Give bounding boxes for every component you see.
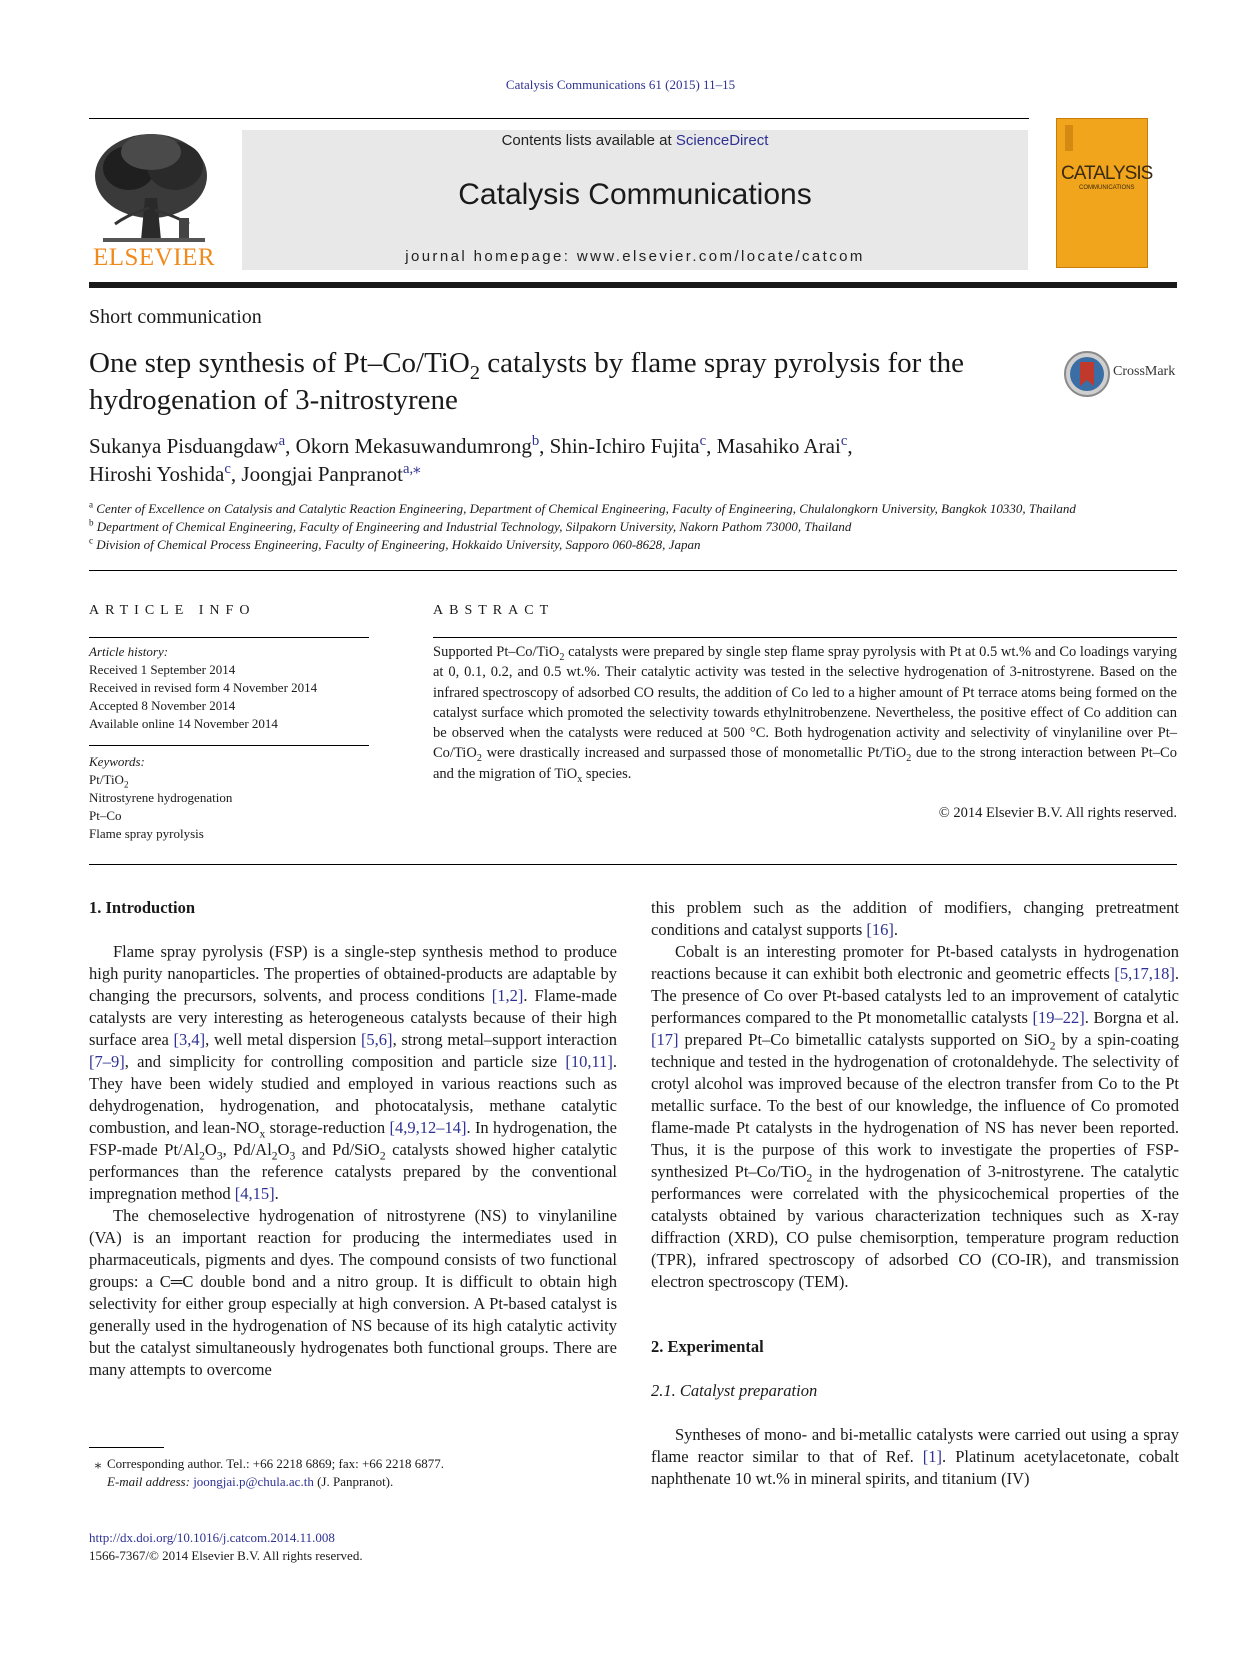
history-label: Article history: — [89, 644, 169, 659]
footnote-divider — [89, 1447, 164, 1448]
contents-line — [242, 132, 1028, 149]
title-text-1: One step synthesis of Pt–Co/TiO — [89, 347, 470, 379]
author[interactable]: Joongjai Panpranot$^{a,⁎}$ — [241, 461, 421, 486]
citation-link[interactable]: [4,9,12–14] — [389, 1118, 467, 1137]
affiliations — [89, 500, 1177, 554]
journal-reference[interactable]: Catalysis Communications 61 (2015) 11–15 — [505, 77, 736, 92]
paragraph: Syntheses of mono- and bi-metallic catalysts were carried out using a spray flame reactor similar to that of Ref. [1]. Platinum acetylacetonate, cobalt naphthenate 10 wt.% in mineral spirits, and titanium (IV) — [651, 1425, 1179, 1488]
issn-copyright: 1566-7367/© 2014 Elsevier B.V. All rights reserved. — [89, 1548, 363, 1563]
citation-link[interactable]: [16] — [866, 920, 894, 939]
header-divider — [89, 118, 1029, 119]
citation-link[interactable]: [17] — [651, 1030, 679, 1049]
abstract-copyright: © 2014 Elsevier B.V. All rights reserved. — [938, 805, 1177, 821]
author[interactable]: Okorn Mekasuwandumrong$^b$, — [295, 433, 550, 458]
author-affiliation-mark[interactable]: b — [531, 433, 540, 449]
affiliation-item: $^b$ Department of Chemical Engineering, Faculty of Engineering and Industrial Technology, Silpakorn University, Nakorn Pathom 73000, Thailand — [89, 517, 852, 534]
journal-title: Catalysis Communications — [458, 178, 812, 211]
author-affiliation-mark[interactable]: a — [278, 433, 286, 449]
section-heading-experimental: 2. Experimental — [651, 1337, 764, 1356]
header-thick-divider — [89, 282, 1177, 288]
journal-homepage[interactable]: journal homepage: www.elsevier.com/locate/catcom — [405, 248, 865, 265]
article-title — [89, 345, 1029, 419]
cover-title: CATALYSIS — [1061, 163, 1153, 184]
online-date: Available online 14 November 2014 — [89, 716, 278, 731]
body-column-left — [89, 941, 617, 1381]
crossmark-icon — [1063, 350, 1111, 398]
article-info-divider — [89, 637, 369, 638]
author-affiliation-mark[interactable]: c — [699, 433, 707, 449]
author[interactable]: Hiroshi Yoshida$^c$, — [89, 461, 242, 486]
sciencedirect-link[interactable]: ScienceDirect — [675, 132, 769, 149]
abstract-divider — [433, 637, 1177, 638]
paragraph: Flame spray pyrolysis (FSP) is a single-step synthesis method to produce high purity nanoparticles. The properties of obtained-products are adaptable by changing the precursors, solvents, and process conditions [1,2]. Flame-made catalysts are very interesting as heterogeneous catalysts because of their high surface area [3,4], well metal dispersion [5,6], strong metal–support interaction [7–9], and simplicity for controlling composition and particle size [10,11]. They have been widely studied and employed in various reactions such as dehydrogenation, hydrogenation, and photocatalysis, methane catalytic combustion, and lean-$NO_x$ storage-reduction [4,9,12–14]. In hydrogenation, the FSP-made $Pt/Al_2O_3$, $Pd/Al_2O_3$ and Pd/SiO$_2$ catalysts showed higher catalytic performances than the reference catalysts prepared by the conventional impregnation method [4,15]. — [89, 942, 618, 1203]
revised-date: Received in revised form 4 November 2014 — [89, 680, 318, 695]
body-column-right — [651, 897, 1179, 1293]
citation-link[interactable]: [1,2] — [491, 986, 524, 1005]
affiliation-divider — [89, 570, 1177, 571]
body-divider — [89, 864, 1177, 865]
author-affiliation-mark[interactable]: c — [224, 461, 231, 477]
crossmark-label: CrossMark — [1113, 364, 1176, 379]
author[interactable]: Masahiko Arai$^c$, — [716, 433, 853, 458]
citation-link[interactable]: [7–9] — [89, 1052, 125, 1071]
footnote-contact: ⁎ Corresponding author. Tel.: +66 2218 6869; fax: +66 2218 6877. — [94, 1456, 445, 1471]
citation-link[interactable]: [4,15] — [234, 1184, 275, 1203]
keywords-label: Keywords: — [89, 754, 145, 769]
accepted-date: Accepted 8 November 2014 — [89, 698, 236, 713]
doi-link[interactable]: http://dx.doi.org/10.1016/j.catcom.2014.11.008 — [89, 1530, 335, 1545]
title-text-2: catalysts by flame spray pyrolysis for the hydrogenation of 3-nitrostyrene — [89, 347, 964, 416]
citation-link[interactable]: [5,17,18] — [1114, 964, 1175, 983]
elsevier-logo — [89, 128, 219, 274]
abstract-heading: ABSTRACT — [433, 603, 555, 618]
keyword: Flame spray pyrolysis — [89, 826, 204, 841]
author-email-link[interactable]: joongjai.p@chula.ac.th — [193, 1474, 314, 1489]
paragraph: The chemoselective hydrogenation of nitrostyrene (NS) to vinylaniline (VA) is an important reaction for producing the intermediates used in pharmaceuticals, pigments and dyes. The compound consists of two functional groups: a C═C double bond and a nitro group. It is difficult to obtain high selectivity for either group especially at high conversion. A Pt-based catalyst is generally used in the hydrogenation of NS because of its high catalytic activity but the catalyst simultaneously hydrogenates both functional groups. There are many attempts to overcome — [89, 1206, 617, 1379]
doi-block — [89, 1529, 363, 1565]
subsection-heading: 2.1. Catalyst preparation — [651, 1381, 818, 1400]
crossmark-badge[interactable] — [1063, 350, 1181, 398]
keywords-divider — [89, 745, 369, 746]
section-heading-introduction: 1. Introduction — [89, 898, 196, 917]
keyword: Pt–Co — [89, 808, 122, 823]
contents-prefix: Contents lists available at — [501, 132, 676, 149]
body-column-right-continued — [651, 1424, 1179, 1490]
author[interactable]: Sukanya Pisduangdaw$^a$, — [89, 433, 296, 458]
citation-link[interactable]: [3,4] — [173, 1030, 206, 1049]
citation-link[interactable]: [5,6] — [360, 1030, 393, 1049]
author-affiliation-mark[interactable]: c — [840, 433, 848, 449]
abstract-text: Supported Pt–Co/TiO$_2$ catalysts were prepared by single step flame spray pyrolysis with Pt at 0.5 wt.% and Co loadings varying at 0, 0.1, 0.2, and 0.5 wt.%. Their catalytic activity was tested in the selective hydrogenation of 3-nitrostyrene. Based on the infrared spectroscopy of adsorbed CO results, the addition of Co led to a higher amount of Pt terrace atoms being formed on the catalyst surface which promoted the selectivity towards ethylnitrobenzene. Nevertheless, the positive effect of Co addition can be observed when the catalysts were reduced at 500 °C. Both hydrogenation activity and selectivity of vinylaniline over Pt–Co/TiO$_2$ were drastically increased and surpassed those of monometallic Pt/TiO$_2$ due to the strong interaction between Pt–Co and the migration of TiO$_x$ species. — [433, 644, 1177, 785]
citation-link[interactable]: [10,11] — [565, 1052, 613, 1071]
affiliation-item: $^a$ Center of Excellence on Catalysis and Catalytic Reaction Engineering, Department of Chemical Engineering, Faculty of Engineering, Chulalongkorn University, Bangkok 10330, Thailand — [89, 499, 1076, 516]
article-history — [89, 643, 379, 733]
corresponding-author-footnote — [89, 1455, 617, 1491]
cover-spine-mark — [1065, 125, 1073, 151]
author-affiliation-mark[interactable]: a,⁎ — [402, 461, 421, 477]
citation-link[interactable]: [19–22] — [1032, 1008, 1085, 1027]
elsevier-wordmark: ELSEVIER — [92, 244, 216, 271]
paragraph: this problem such as the addition of modifiers, changing pretreatment conditions and catalyst supports [16]. — [651, 898, 1179, 939]
keywords — [89, 753, 379, 843]
cover-subtitle: COMMUNICATIONS — [1079, 185, 1135, 191]
author-list — [89, 432, 1089, 488]
received-date: Received 1 September 2014 — [89, 662, 236, 677]
paragraph: Cobalt is an interesting promoter for Pt-based catalysts in hydrogenation reactions because it can exhibit both electronic and geometric effects [5,17,18]. The presence of Co over Pt-based catalysts led to an improvement of catalytic performances compared to the Pt monometallic catalysts [19–22]. Borgna et al. [17] prepared Pt–Co bimetallic catalysts supported on SiO$_2$ by a spin-coating technique and tested in the hydrogenation of crotonaldehyde. The selectivity of crotyl alcohol was improved because of the electron transfer from Co to the Pt metallic surface. To the best of our knowledge, the influence of Co promoted flame-made Pt catalysts in the hydrogenation of NS has never been reported. Thus, it is the purpose of this work to investigate the properties of FSP-synthesized Pt–Co/TiO$_2$ in the hydrogenation of 3-nitrostyrene. The catalytic performances were correlated with the physicochemical properties of the catalysts obtained by various characterization techniques such as X-ray diffraction (XRD), CO pulse chemisorption, temperature program reduction (TPR), infrared spectroscopy of adsorbed CO (CO-IR), and transmission electron spectroscopy (TEM). — [651, 942, 1179, 1291]
journal-cover — [1056, 118, 1153, 268]
affiliation-item: $^c$ Division of Chemical Process Engineering, Faculty of Engineering, Hokkaido University, Sapporo 060-8628, Japan — [89, 535, 701, 552]
keyword: Nitrostyrene hydrogenation — [89, 790, 233, 805]
title-subscript: 2 — [469, 361, 480, 384]
footnote-email-line: E-mail address: joongjai.p@chula.ac.th (J. Panpranot). — [107, 1474, 394, 1489]
article-info-heading: ARTICLE INFO — [89, 603, 256, 618]
article-type: Short communication — [89, 306, 262, 328]
citation-link[interactable]: [1] — [922, 1447, 943, 1466]
keyword: Pt/TiO$_2$ — [89, 772, 129, 790]
author[interactable]: Shin-Ichiro Fujita$^c$, — [549, 433, 717, 458]
